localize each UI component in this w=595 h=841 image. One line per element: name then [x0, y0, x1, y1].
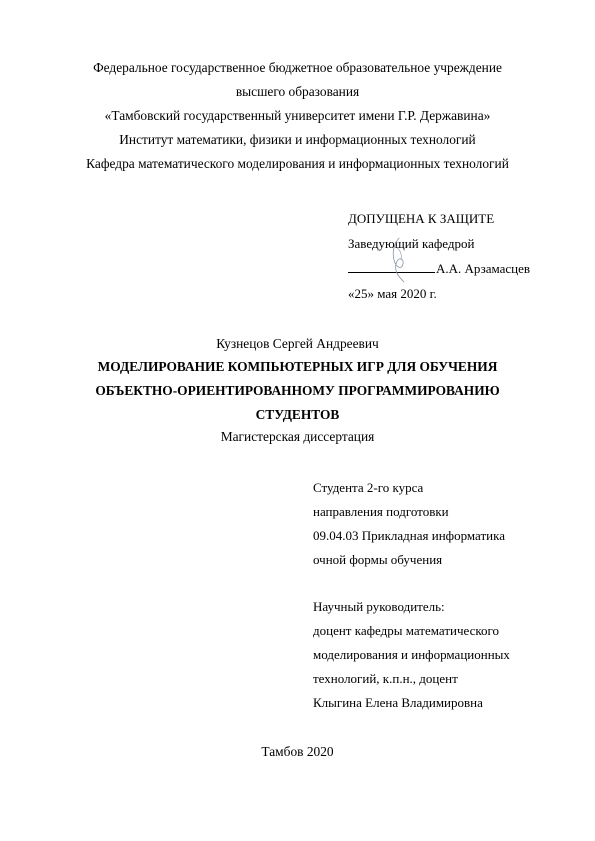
advisor-info-line: доцент кафедры математического [313, 623, 500, 638]
student-info-line: Студента 2-го курса [313, 480, 424, 495]
city-year: Тамбов 2020 [261, 744, 334, 759]
student-info [313, 476, 505, 572]
approval-block [348, 206, 530, 306]
student-info-line: очной формы обучения [313, 552, 443, 567]
header-line: высшего образования [235, 84, 360, 99]
student-info-line: 09.04.03 Прикладная информатика [313, 528, 505, 543]
header-line: «Тамбовский государственный университет имени Г.Р. Державина» [104, 108, 491, 123]
advisor-info [313, 595, 510, 715]
approval-signature-line [348, 256, 530, 281]
approval-role: Заведующий кафедрой [348, 236, 475, 251]
approval-date: «25» мая 2020 г. [348, 286, 437, 301]
approval-title: ДОПУЩЕНА К ЗАЩИТЕ [348, 211, 495, 226]
advisor-info-line: моделирования и информационных [313, 647, 510, 662]
header-line: Кафедра математического моделирования и информационных технологий [86, 156, 509, 171]
advisor-info-line: технологий, к.п.н., доцент [313, 671, 458, 686]
thesis-title-line: ОБЪЕКТНО-ОРИЕНТИРОВАННОМУ ПРОГРАММИРОВАНИЮ [95, 383, 500, 398]
header-line: Институт математики, физики и информационных технологий [119, 132, 476, 147]
author-name: Кузнецов Сергей Андреевич [216, 336, 379, 351]
thesis-title [0, 355, 595, 427]
advisor-info-line: Научный руководитель: [313, 599, 445, 614]
thesis-title-line: СТУДЕНТОВ [255, 407, 340, 422]
work-type: Магистерская диссертация [220, 429, 375, 444]
institution-header [0, 56, 595, 176]
thesis-title-line: МОДЕЛИРОВАНИЕ КОМПЬЮТЕРНЫХ ИГР ДЛЯ ОБУЧЕНИЯ [97, 359, 498, 374]
advisor-info-line: Клыгина Елена Владимировна [313, 695, 483, 710]
handwritten-signature-icon [388, 236, 410, 284]
approval-signatory: А.А. Арзамасцев [436, 261, 531, 276]
student-info-line: направления подготовки [313, 504, 449, 519]
header-line: Федеральное государственное бюджетное образовательное учреждение [93, 60, 502, 75]
